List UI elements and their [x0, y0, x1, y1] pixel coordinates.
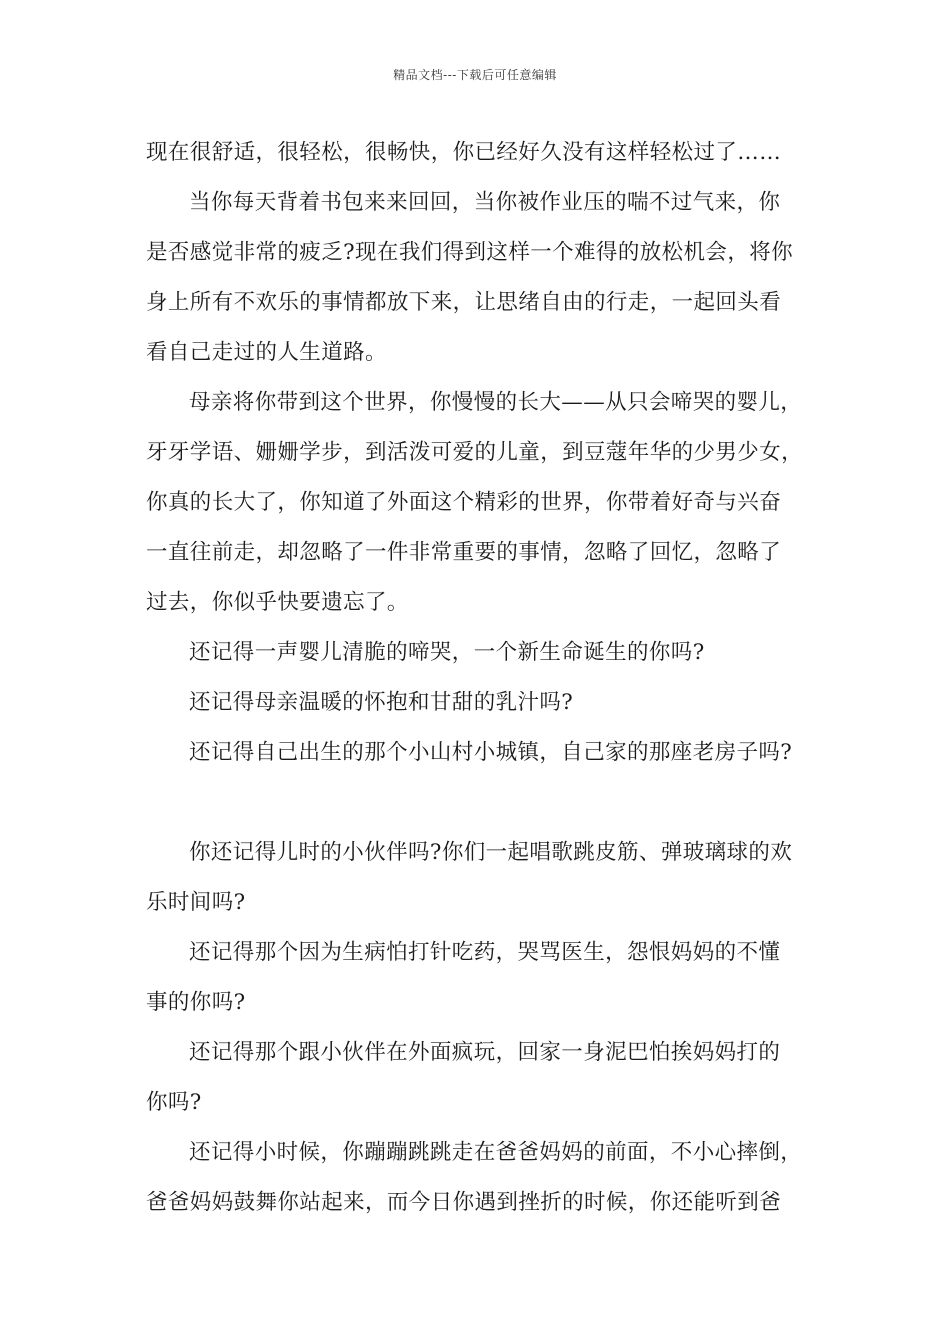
- text-line: 还记得那个因为生病怕打针吃药，哭骂医生，怨恨妈妈的不懂: [189, 940, 781, 965]
- text-line: 现在很舒适，很轻松，很畅快，你已经好久没有这样轻松过了……: [146, 140, 782, 165]
- text-line: 一直往前走，却忽略了一件非常重要的事情，忽略了回忆，忽略了: [146, 540, 782, 565]
- paragraph: [146, 828, 826, 928]
- text-line: 你吗?: [146, 1090, 202, 1115]
- paragraph: [146, 928, 826, 1028]
- text-line: 母亲将你带到这个世界，你慢慢的长大——从只会啼哭的婴儿，: [189, 390, 803, 415]
- text-line: 当你每天背着书包来来回回，当你被作业压的喘不过气来，你: [189, 190, 781, 215]
- page-header: 精品文档---下载后可任意编辑: [393, 68, 557, 82]
- text-line: 还记得一声婴儿清脆的啼哭，一个新生命诞生的你吗?: [189, 640, 705, 665]
- text-line: 是否感觉非常的疲乏?现在我们得到这样一个难得的放松机会，将你: [146, 240, 794, 265]
- text-line: 看自己走过的人生道路。: [146, 340, 387, 365]
- text-line: 身上所有不欢乐的事情都放下来，让思绪自由的行走，一起回头看: [146, 290, 782, 315]
- text-line: 事的你吗?: [146, 990, 246, 1015]
- text-line: 过去，你似乎快要遗忘了。: [146, 590, 409, 615]
- paragraph: [146, 128, 826, 178]
- paragraph: [146, 1028, 826, 1128]
- text-line: 你真的长大了，你知道了外面这个精彩的世界，你带着好奇与兴奋: [146, 490, 782, 515]
- document-body: [146, 128, 826, 1228]
- paragraph: [146, 178, 826, 378]
- text-line: 还记得母亲温暖的怀抱和甘甜的乳汁吗?: [189, 690, 574, 715]
- text-line: 乐时间吗?: [146, 890, 246, 915]
- text-line: 牙牙学语、姗姗学步，到活泼可爱的儿童，到豆蔻年华的少男少女，: [146, 440, 804, 465]
- text-line: 爸爸妈妈鼓舞你站起来，而今日你遇到挫折的时候，你还能听到爸: [146, 1190, 782, 1215]
- blank-gap: [146, 778, 826, 828]
- paragraph: [146, 628, 826, 678]
- paragraph: [146, 678, 826, 728]
- text-line: 还记得自己出生的那个小山村小城镇，自己家的那座老房子吗?: [189, 740, 793, 765]
- paragraph: [146, 378, 826, 628]
- paragraph: [146, 728, 826, 778]
- paragraph: [146, 1128, 826, 1228]
- text-line: 你还记得儿时的小伙伴吗?你们一起唱歌跳皮筋、弹玻璃球的欢: [189, 840, 793, 865]
- text-line: 还记得小时候，你蹦蹦跳跳走在爸爸妈妈的前面，不小心摔倒，: [189, 1140, 803, 1165]
- text-line: 还记得那个跟小伙伴在外面疯玩，回家一身泥巴怕挨妈妈打的: [189, 1040, 781, 1065]
